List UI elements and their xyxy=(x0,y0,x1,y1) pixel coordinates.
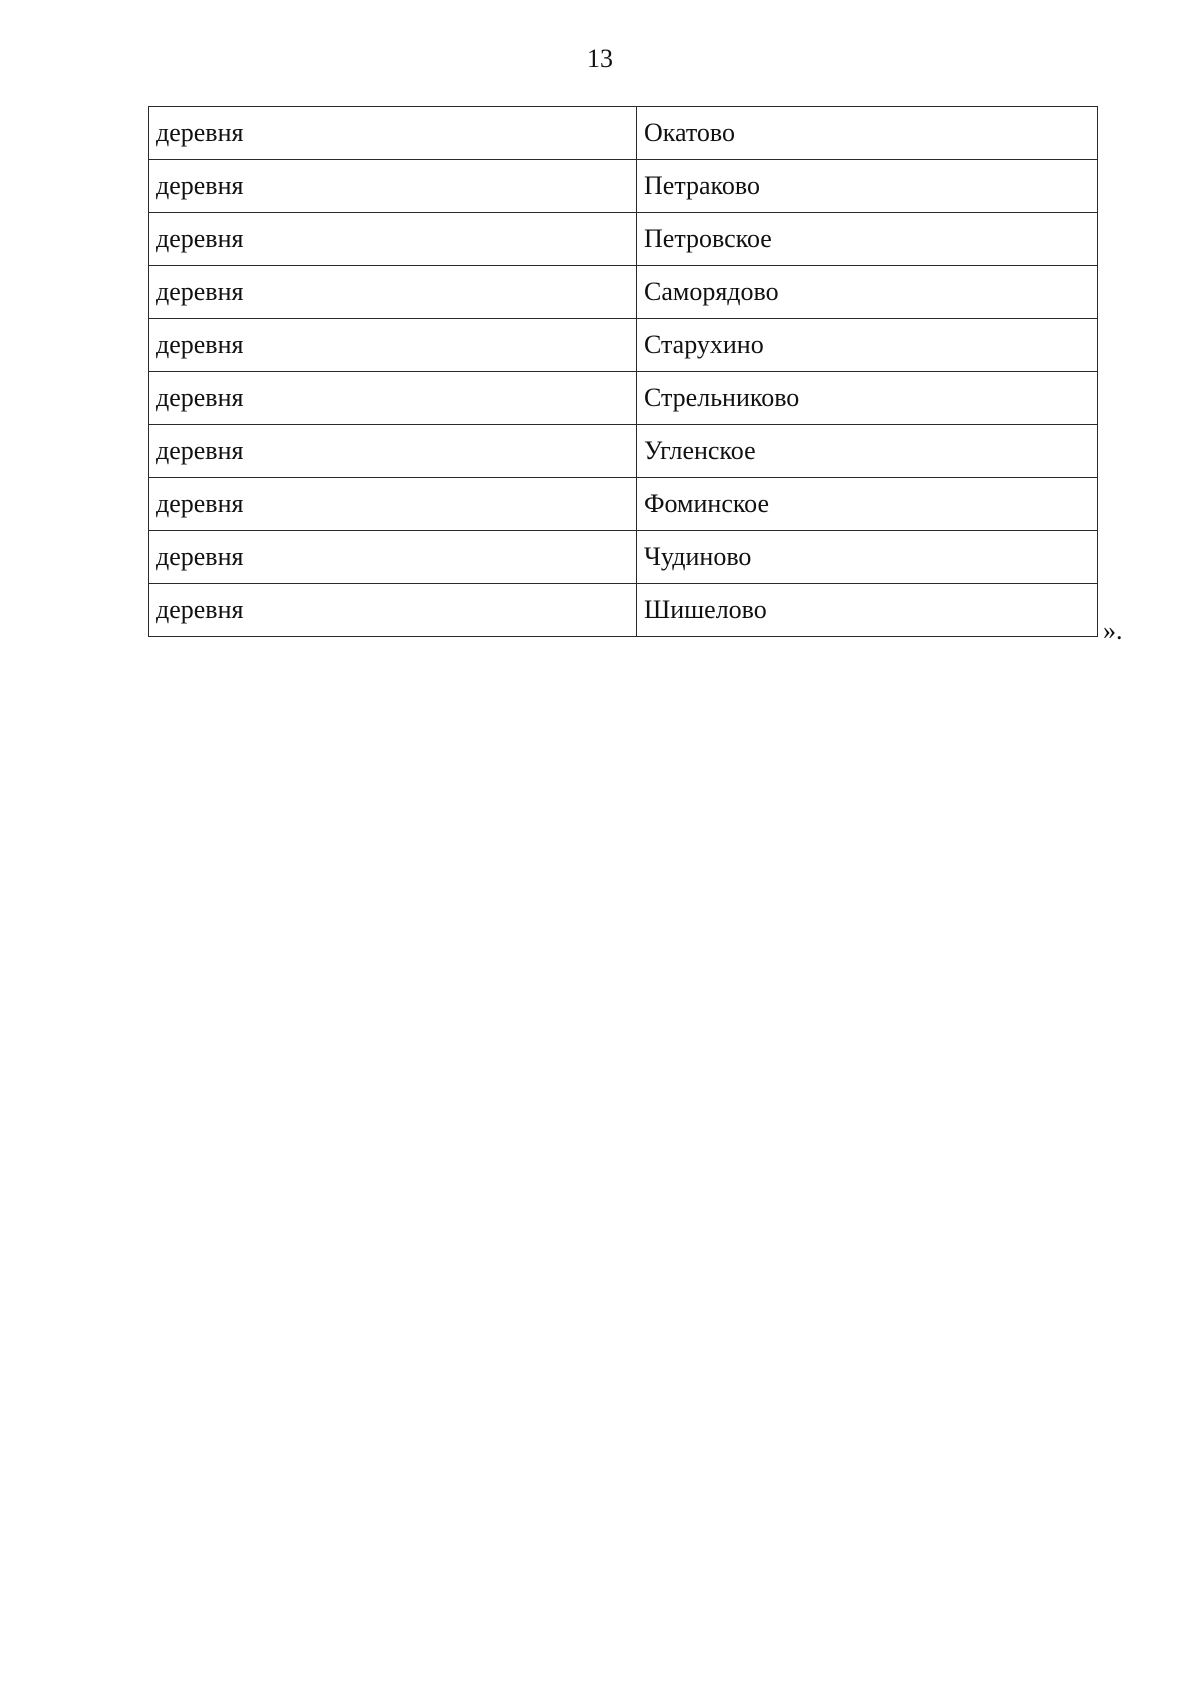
settlement-type-cell: деревня xyxy=(149,266,637,319)
settlement-type-cell: деревня xyxy=(149,213,637,266)
table-row xyxy=(149,107,1098,160)
settlements-table xyxy=(148,106,1098,637)
settlement-type-cell: деревня xyxy=(149,425,637,478)
table-row xyxy=(149,372,1098,425)
table-row xyxy=(149,425,1098,478)
settlement-type-cell: деревня xyxy=(149,531,637,584)
settlement-name-cell: Старухино xyxy=(637,319,1098,372)
page-number: 13 xyxy=(587,44,613,73)
settlement-name-cell: Петровское xyxy=(637,213,1098,266)
table-row xyxy=(149,531,1098,584)
settlement-name-cell: Стрельниково xyxy=(637,372,1098,425)
table-row xyxy=(149,478,1098,531)
table-row xyxy=(149,319,1098,372)
settlement-name-cell: Угленское xyxy=(637,425,1098,478)
settlement-name-cell: Окатово xyxy=(637,107,1098,160)
table-row xyxy=(149,584,1098,637)
closing-quote: ». xyxy=(1103,616,1123,645)
settlement-type-cell: деревня xyxy=(149,107,637,160)
settlement-name-cell: Фоминское xyxy=(637,478,1098,531)
settlement-type-cell: деревня xyxy=(149,160,637,213)
settlement-name-cell: Шишелово xyxy=(637,584,1098,637)
table-row xyxy=(149,160,1098,213)
settlement-type-cell: деревня xyxy=(149,372,637,425)
table-row xyxy=(149,266,1098,319)
settlement-name-cell: Саморядово xyxy=(637,266,1098,319)
settlement-type-cell: деревня xyxy=(149,478,637,531)
settlement-name-cell: Чудиново xyxy=(637,531,1098,584)
settlement-type-cell: деревня xyxy=(149,319,637,372)
settlement-type-cell: деревня xyxy=(149,584,637,637)
settlement-name-cell: Петраково xyxy=(637,160,1098,213)
table-row xyxy=(149,213,1098,266)
